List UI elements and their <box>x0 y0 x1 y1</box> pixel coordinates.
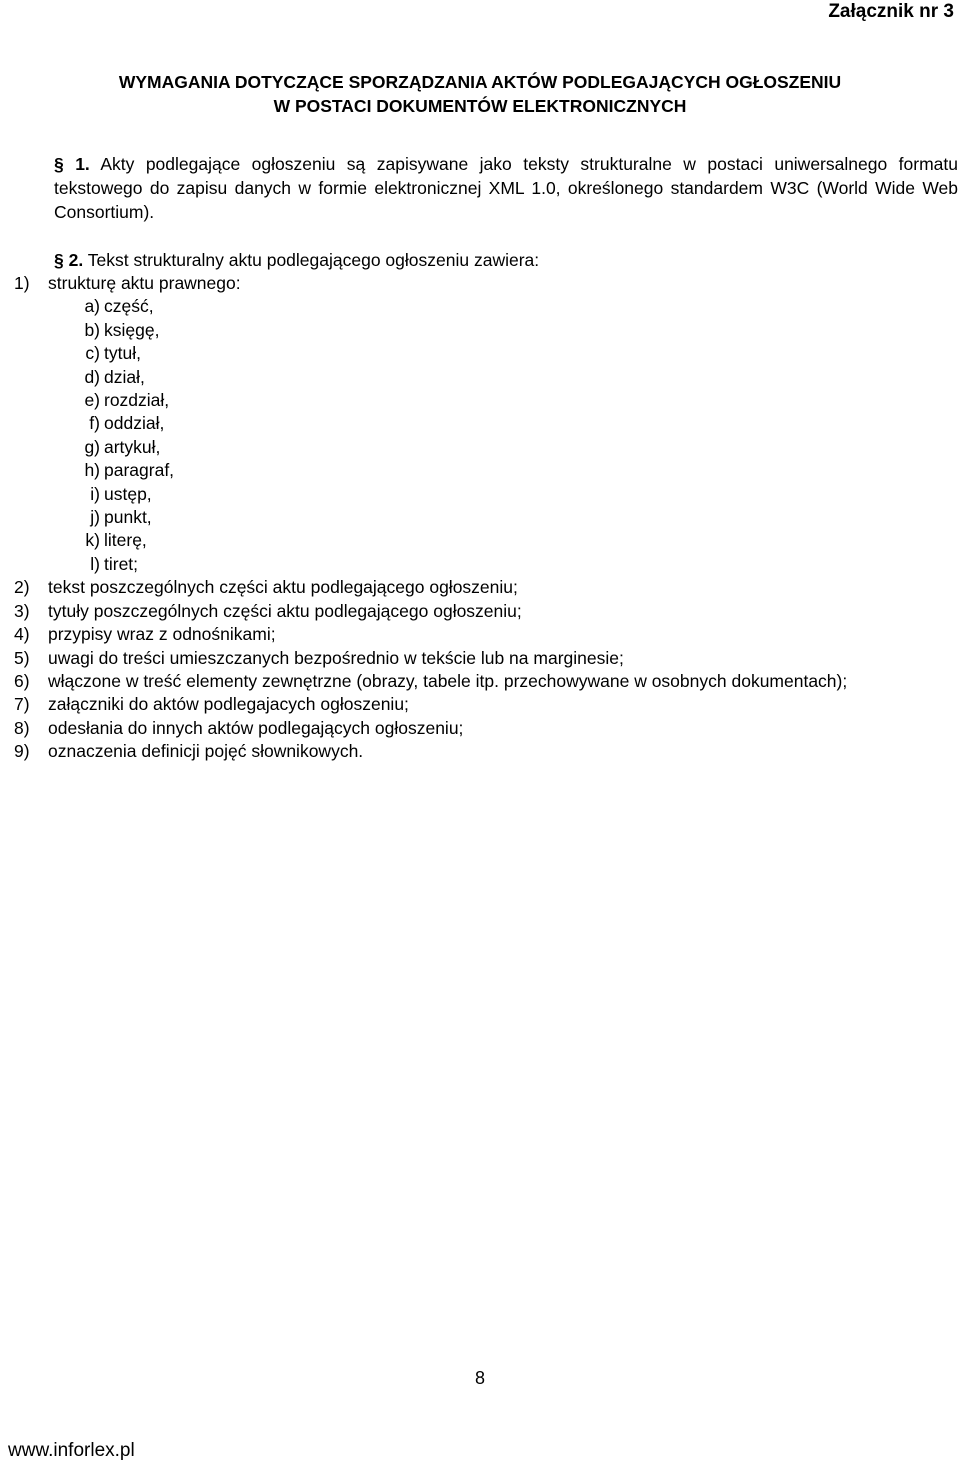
list-item-text: włączone w treść elementy zewnętrzne (obrazy, tabele itp. przechowywane w osobnych dokumentach); <box>48 670 848 691</box>
list-item-number: 8) <box>14 717 30 738</box>
list-item-text: oznaczenia definicji pojęć słownikowych. <box>48 741 364 762</box>
list-item-number: 7) <box>14 694 30 715</box>
list-item <box>14 623 914 646</box>
sublist-letter: e) <box>84 390 100 411</box>
sublist-letter: k) <box>85 530 100 551</box>
list-item-number: 4) <box>14 624 30 645</box>
sublist-letter: g) <box>84 436 100 457</box>
list-item <box>14 272 914 295</box>
list-item-number: 3) <box>14 600 30 621</box>
sublist-item <box>14 389 914 412</box>
list-item-text: tytuły poszczególnych części aktu podlegającego ogłoszeniu; <box>48 600 522 621</box>
list-item <box>14 693 914 716</box>
sublist-text: paragraf, <box>104 460 175 481</box>
sublist-letter: h) <box>84 460 100 481</box>
list-item <box>14 647 914 670</box>
sublist-text: tiret; <box>104 553 139 574</box>
sublist-item <box>14 295 914 318</box>
sublist-text: księgę, <box>104 319 160 340</box>
section-1-marker: § 1. <box>54 154 90 174</box>
section-2-intro: Tekst strukturalny aktu podlegającego ogłoszeniu zawiera: <box>87 250 540 270</box>
list-item-text: tekst poszczególnych części aktu podlegającego ogłoszeniu; <box>48 577 518 598</box>
sublist-letter: b) <box>84 319 100 340</box>
list-item-text: odesłania do innych aktów podlegających ogłoszeniu; <box>48 717 464 738</box>
title-line-1: WYMAGANIA DOTYCZĄCE SPORZĄDZANIA AKTÓW PODLEGAJĄCYCH OGŁOSZENIU <box>118 72 842 92</box>
sublist-item <box>14 436 914 459</box>
list-item <box>14 576 914 599</box>
attachment-label: Załącznik nr 3 <box>828 1 954 22</box>
sublist-letter: l) <box>90 553 100 574</box>
sublist-letter: i) <box>90 483 100 504</box>
sublist-item <box>14 342 914 365</box>
sublist-letter: c) <box>85 343 100 364</box>
list-item <box>14 600 914 623</box>
sublist-text: rozdział, <box>104 390 170 411</box>
section-2-heading <box>54 248 539 272</box>
list-item-number: 6) <box>14 670 30 691</box>
sublist-text: artykuł, <box>104 436 161 457</box>
sublist-text: punkt, <box>104 507 152 528</box>
sublist-text: dział, <box>104 366 145 387</box>
list-item-text: przypisy wraz z odnośnikami; <box>48 624 276 645</box>
sublist-letter: d) <box>84 366 100 387</box>
sublist-item <box>14 529 914 552</box>
sublist-text: tytuł, <box>104 343 141 364</box>
list-item-number: 1) <box>14 273 30 293</box>
section-1 <box>4 152 958 224</box>
sublist-text: ustęp, <box>104 483 152 504</box>
list-item <box>14 740 914 763</box>
sublist-letter: f) <box>89 413 100 434</box>
list-item-number: 5) <box>14 647 30 668</box>
title-line-2: W POSTACI DOKUMENTÓW ELEKTRONICZNYCH <box>273 96 687 116</box>
sublist-item <box>14 412 914 435</box>
list-item-number: 9) <box>14 741 30 762</box>
sublist-item <box>14 506 914 529</box>
section-1-text: Akty podlegające ogłoszeniu są zapisywane jako teksty strukturalne w postaci uniwersalnego formatu tekstowego do zapisu danych w formie elektronicznej XML 1.0, określonego standardem W3C (World Wide Web Consortium). <box>54 154 958 222</box>
document-title <box>0 70 960 118</box>
section-2-list <box>14 272 914 764</box>
sublist-item <box>14 459 914 482</box>
sublist-item <box>14 366 914 389</box>
sublist-letter: j) <box>90 507 100 528</box>
sublist-text: część, <box>104 296 154 317</box>
list-item-text: strukturę aktu prawnego: <box>48 273 241 293</box>
list-item <box>14 670 914 693</box>
structure-sublist <box>14 295 914 576</box>
sublist-item <box>14 553 914 576</box>
sublist-text: literę, <box>104 530 147 551</box>
list-item-text: załączniki do aktów podlegajacych ogłoszeniu; <box>48 694 409 715</box>
list-item-number: 2) <box>14 577 30 598</box>
sublist-letter: a) <box>84 296 100 317</box>
section-2-marker: § 2. <box>54 250 84 270</box>
list-item-text: uwagi do treści umieszczanych bezpośrednio w tekście lub na marginesie; <box>48 647 624 668</box>
sublist-item <box>14 483 914 506</box>
page-number: 8 <box>474 1368 485 1388</box>
sublist-item <box>14 319 914 342</box>
sublist-text: oddział, <box>104 413 165 434</box>
footer-website: www.inforlex.pl <box>8 1440 135 1461</box>
list-item <box>14 717 914 740</box>
